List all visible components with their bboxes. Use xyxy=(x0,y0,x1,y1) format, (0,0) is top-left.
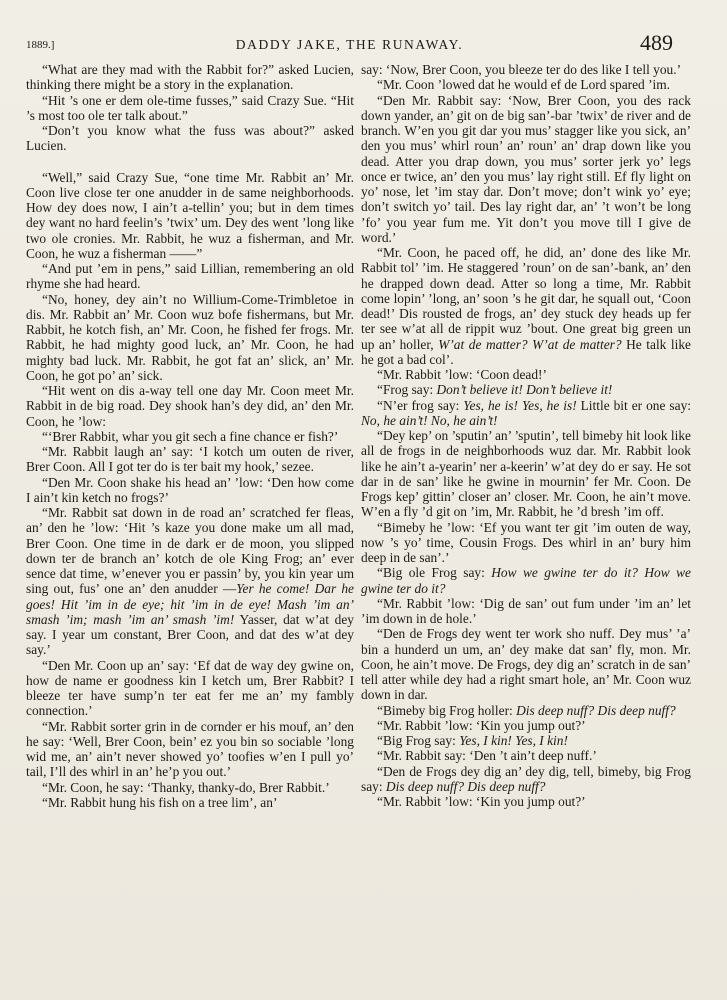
paragraph: “Mr. Rabbit hung his fish on a tree lim’, an’ xyxy=(42,794,278,810)
paragraph: “No, honey, dey ain’t no Willium-Come-Trimbletoe in dis. Mr. Rabbit an’ Mr. Coon wuz bofe fishermans, but Mr. Rabbit, he kotch fish, an’ Mr. Coon, he fished fer frogs. Mr. Rabbit, he had mighty good luck, an’ Mr. Coon, he had mighty bad luck. Mr. Rabbit, he got fat an’ slick, an’ Mr. Coon, he got po’ an’ sick. xyxy=(26,291,354,383)
paragraph: “Don’t you know what the fuss was about?” asked Lucien. xyxy=(26,123,354,154)
paragraph: “Big Frog say: Yes, I kin! Yes, I kin! xyxy=(377,733,568,748)
paragraph: “Frog say: Don’t believe it! Don’t believe it! xyxy=(377,382,613,398)
paragraph: “Hit ’s one er dem ole-time fusses,” said Crazy Sue. “Hit ’s most too ole ter talk about.” xyxy=(26,92,354,123)
paragraph: “Den Mr. Coon up an’ say: ‘Ef dat de way dey gwine on, how de name er goodness kin I ketch um, Brer Rabbit? I bleeze ter have sump’n ter eat fer me an’ my fambly connection.’ xyxy=(26,657,354,719)
running-header xyxy=(26,30,673,58)
paragraph: “Bimeby he ’low: ‘Ef you want ter git ’im outen de way, now ’s yo’ time, Cousin Frogs. Des whirl in an’ bury him deep in de san’.’ xyxy=(361,519,691,565)
paragraph: “Mr. Rabbit say: ‘Den ’t ain’t deep nuff.’ xyxy=(377,748,597,764)
running-title: DADDY JAKE, THE RUNAWAY. xyxy=(235,37,464,52)
paragraph: “Mr. Coon, he paced off, he did, an’ done des like Mr. Rabbit tol’ ’im. He staggered ’roun’ on de san’-bank, an’ den he drapped down dead. Atter so long a time, Mr. Rabbit come lopin’ ’long, an’ soon ’s he git dar, he squall out, ‘Coon dead!’ Dis rousted de frogs, an’ dey stuck dey heads up fer ter see w’at all de rippit wuz ’bout. One great big green un up an’ holler, W’at de matter? W’at de matter? He talk like he got a bad col’. xyxy=(361,245,691,367)
paragraph: “Mr. Rabbit sat down in de road an’ scratched fer fleas, an’ den he ’low: ‘Hit ’s kaze you done make um all mad, Brer Coon. One time in de dark er de moon, you slipped down ter de branch an’ kotch de ole King Frog; an’ ever sence dat time, w’enever you er passin’ by, you kin year um sing out, fus’ one an’ den anudder —Yer he come! Dar he goes! Hit ’im in de eye; hit ’im in de eye! Mash ’im an’ smash ’im; mash ’im an’ smash ’im! Yasser, dat w’at dey say. I year um constant, Brer Coon, and dat des w’at dey say.’ xyxy=(26,505,355,658)
paragraph: “Mr. Coon, he say: ‘Thanky, thanky-do, Brer Rabbit.’ xyxy=(42,779,330,795)
paragraph: “Mr. Rabbit ’low: ‘Kin you jump out?’ xyxy=(377,717,586,733)
paragraph: say: ‘Now, Brer Coon, you bleeze ter do des like I tell you.’ xyxy=(361,62,682,77)
paragraph: “Bimeby big Frog holler: Dis deep nuff? Dis deep nuff? xyxy=(377,702,676,718)
paragraph: “Dey kep’ on ’sputin’ an’ ’sputin’, tell bimeby hit look like all de frogs in de neighborhoods wuz dar. Mr. Rabbit look like he ain’t a-yearin’ ner a-keerin’ w’at dey do er say. He sot dar in de san’ like he gwine in mournin’ fer Mr. Coon. De Frogs kep’ gittin’ closer an’ closer. Mr. Coon, he ain’t move. W’en a fly ’d git on ’im, Mr. Rabbit, he ’d bresh ’im off. xyxy=(361,428,691,520)
paragraph: “Big ole Frog say: How we gwine ter do it? How we gwine ter do it? xyxy=(361,565,691,596)
paragraph: “Mr. Rabbit laugh an’ say: ‘I kotch um outen de river, Brer Coon. All I got ter do is ter bait my hook,’ sezee. xyxy=(26,444,354,475)
paragraph: “Den de Frogs dey went ter work sho nuff. Dey mus’ ’a’ bin a hunderd un um, an’ dey make dat san’ fly, mon. Mr. Coon, he ain’t move. De Frogs, dey dig an’ scratch in de san’ tell atter while dey had a right smart hole, an’ Mr. Coon wuz down in dar. xyxy=(361,626,691,703)
paragraph: “N’er frog say: Yes, he is! Yes, he is! Little bit er one say: No, he ain’t! No, he ain’t! xyxy=(361,397,691,428)
left-column xyxy=(26,62,354,810)
paragraph: “Den Mr. Coon shake his head an’ ’low: ‘Den how come I ain’t kin ketch no frogs?’ xyxy=(26,474,354,505)
paragraph: “‘Brer Rabbit, whar you git sech a fine chance er fish?’ xyxy=(42,428,339,444)
paragraph: “Den de Frogs dey dig an’ dey dig, tell, bimeby, big Frog say: Dis deep nuff? Dis deep nuff? xyxy=(361,763,691,794)
paragraph: “Mr. Rabbit ’low: ‘Kin you jump out?’ xyxy=(377,794,586,809)
paragraph: “Mr. Coon ’lowed dat he would ef de Lord spared ’im. xyxy=(377,77,671,93)
paragraph: “Mr. Rabbit sorter grin in de cornder er his mouf, an’ den he say: ‘Well, Brer Coon, bein’ ez you bin so sociable ’long wid me, an’ ain’t never showed yo’ toofies w’en I pull yo’ tail, I’ll des whirl in an’ he’p you out.’ xyxy=(26,718,354,780)
paragraph: “Mr. Rabbit ’low: ‘Coon dead!’ xyxy=(377,367,547,382)
paragraph: “What are they mad with the Rabbit for?” asked Lucien, thinking there might be a story in the explanation. xyxy=(26,62,354,93)
issue-date: 1889.] xyxy=(26,39,55,51)
paragraph: “Den Mr. Rabbit say: ‘Now, Brer Coon, you des rack down yander, an’ git on de big san’-bar ’twix’ de river and de branch. W’en you git dar you mus’ stagger like you sick, an’ den you mus’ whirl roun’ an’ roun’ an’ drap down like you dead. Atter you drap down, you mus’ sorter jerk yo’ legs once er twice, an’ den you mus’ lay right still. Ef fly light on yo’ nose, let ’im stay dar. Don’t move; don’t wink yo’ eye; don’t switch yo’ tail. Des lay right dar, an’ ’t won’t be long ’fo’ you year fum me. Yit don’t you move till I give de word.’ xyxy=(361,92,691,245)
paragraph: “And put ’em in pens,” said Lillian, remembering an old rhyme she had heard. xyxy=(26,261,354,292)
paragraph: “Mr. Rabbit ’low: ‘Dig de san’ out fum under ’im an’ let ’im down in de hole.’ xyxy=(361,595,691,626)
page-number: 489 xyxy=(640,30,673,55)
paragraph: “Well,” said Crazy Sue, “one time Mr. Rabbit an’ Mr. Coon live close ter one anudder in de same neighborhoods. How dey does now, I ain’t a-tellin’ you; but in dem times dey want no hard feelin’s ’twix’ um. Dey des went ’long like two ole cronies. Mr. Rabbit, he wuz a fisherman, and Mr. Coon, he wuz a fisherman ——” xyxy=(26,169,354,261)
paragraph: “Hit went on dis a-way tell one day Mr. Coon meet Mr. Rabbit in de big road. Dey shook han’s dey did, an’ den Mr. Coon, he ’low: xyxy=(26,383,354,429)
right-column xyxy=(361,62,691,809)
